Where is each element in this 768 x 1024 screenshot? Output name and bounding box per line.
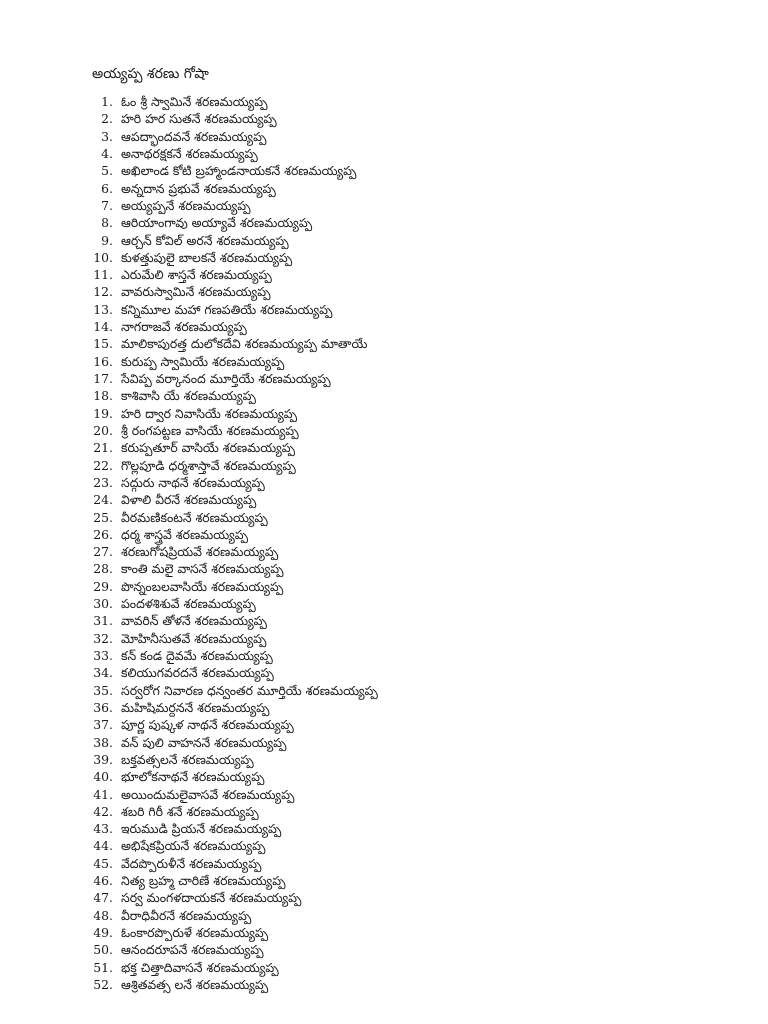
list-item-number: 44.: [93, 838, 113, 854]
list-item: [0, 457, 768, 474]
list-item-text: అభిషేకప్రియనే శరణమయ్యప్ప: [121, 838, 266, 854]
list-item: [0, 820, 768, 837]
list-item-text: కాంతి మలై వాసనే శరణమయ్యప్ప: [121, 561, 284, 577]
list-item-number: 26.: [93, 526, 113, 542]
list-item-text: వీరాధివీరనే శరణమయ్యప్ప: [121, 907, 252, 923]
list-item-text: కలియుగవరదనే శరణమయ్యప్ప: [121, 665, 274, 681]
list-item-number: 22.: [93, 457, 113, 473]
list-item-text: అఖిలాండ కోటి బ్రహ్మాండనాయకనే శరణమయ్యప్ప: [121, 163, 357, 179]
list-item: [0, 162, 768, 179]
list-item-text: కుళత్తుపులై బాలకనే శరణమయ్యప్ప: [121, 249, 293, 265]
list-item-number: 45.: [93, 855, 113, 871]
list-item-number: 27.: [93, 544, 113, 560]
list-item-text: మాలికాపురత్త దులోకదేవి శరణమయ్యప్ప మాతాయే: [121, 336, 368, 352]
list-item-text: కన్నిమూల మహా గణపతియే శరణమయ్యప్ప: [121, 301, 333, 317]
list-item-number: 9.: [101, 232, 113, 248]
list-item-number: 16.: [93, 353, 113, 369]
list-item: [0, 110, 768, 127]
list-item-number: 2.: [101, 111, 113, 127]
list-item-text: సేవిప్ప వర్కానంద మూర్తియే శరణమయ్యప్ప: [121, 371, 331, 386]
list-item-text: ఆర్చన్ కోవిల్ అరనే శరణమయ్యప్ప: [121, 232, 289, 248]
list-item: [0, 560, 768, 577]
list-item-text: శ్రీ రంగపట్టణ వాసియే శరణమయ్యప్ప: [121, 422, 299, 438]
list-item: [0, 803, 768, 820]
list-item-number: 21.: [93, 440, 113, 456]
list-item: [0, 232, 768, 249]
list-item-number: 19.: [93, 405, 113, 421]
list-item-text: సద్గురు నాథనే శరణమయ్యప్ప: [121, 474, 265, 490]
list-item-number: 48.: [93, 907, 113, 923]
list-item-text: ధర్మ శాస్త్రవే శరణమయ్యప్ప: [121, 526, 249, 542]
list-item: [0, 128, 768, 145]
list-item: [0, 301, 768, 318]
list-item-text: అనాథరక్షకనే శరణమయ్యప్ప: [121, 145, 258, 161]
list-item-number: 52.: [93, 976, 113, 992]
list-item-text: గొల్లపూడి ధర్మశాస్తావే శరణమయ్యప్ప: [121, 457, 296, 473]
list-item-text: ఓం శ్రీ స్వామినే శరణమయ్యప్ప: [121, 94, 268, 109]
list-item-number: 37.: [93, 717, 113, 733]
list-item: [0, 335, 768, 352]
list-item-number: 28.: [93, 561, 113, 577]
list-item: [0, 959, 768, 976]
list-item-number: 17.: [93, 371, 113, 386]
list-item: [0, 837, 768, 854]
list-item-number: 32.: [93, 630, 113, 646]
list-item-text: ఆపద్భాందవనే శరణమయ్యప్ప: [121, 128, 267, 144]
list-item: [0, 751, 768, 768]
list-item: [0, 578, 768, 595]
list-item-text: ఆశ్రితవత్స లనే శరణమయ్యప్ప: [121, 976, 269, 992]
list-item: [0, 145, 768, 162]
list-item-number: 29.: [93, 578, 113, 594]
list-item: [0, 768, 768, 785]
list-item: [0, 387, 768, 404]
list-item: [0, 647, 768, 664]
list-item-number: 42.: [93, 803, 113, 819]
list-item-text: పూర్ణ పుష్కళ నాథనే శరణమయ్యప్ప: [121, 717, 294, 733]
list-item-text: శబరి గిరీ శనే శరణమయ్యప్ప: [121, 803, 259, 819]
list-item: [0, 872, 768, 889]
list-item-number: 25.: [93, 509, 113, 525]
list-item-number: 35.: [93, 682, 113, 698]
list-item: [0, 509, 768, 526]
list-item: [0, 422, 768, 439]
list-item: [0, 664, 768, 681]
list-item-number: 14.: [93, 319, 113, 335]
list-item-number: 12.: [93, 284, 113, 300]
list-item: [0, 266, 768, 283]
list-item-text: సర్వరోగ నివారణ ధన్వంతర మూర్తియే శరణమయ్యప్ప: [121, 682, 378, 698]
list-item-number: 38.: [93, 734, 113, 750]
list-item-number: 49.: [93, 925, 113, 940]
list-item-number: 1.: [101, 94, 113, 109]
list-item-text: వావరుస్వామినే శరణమయ్యప్ప: [121, 284, 271, 300]
list-item-number: 40.: [93, 769, 113, 785]
list-item-number: 51.: [93, 959, 113, 975]
list-item-number: 13.: [93, 301, 113, 317]
list-item-number: 23.: [93, 474, 113, 490]
list-item-text: పొన్నంబలవాసియే శరణమయ్యప్ప: [121, 578, 284, 594]
list-item-number: 20.: [93, 422, 113, 438]
list-item-number: 34.: [93, 665, 113, 681]
list-item-number: 50.: [93, 942, 113, 958]
list-item: [0, 682, 768, 699]
list-item-text: ఇరుముడి ప్రియనే శరణమయ్యప్ప: [121, 821, 282, 837]
list-item: [0, 699, 768, 716]
list-item: [0, 941, 768, 958]
list-item-text: కరుప్పతూర్ వాసియే శరణమయ్యప్ప: [121, 440, 296, 456]
list-item-number: 46.: [93, 873, 113, 889]
list-item-text: అయిందుమలైవాసవే శరణమయ్యప్ప: [121, 786, 295, 802]
list-item: [0, 526, 768, 543]
list-item-number: 5.: [101, 163, 113, 179]
list-item: [0, 439, 768, 456]
list-item-text: వీరమణికంటనే శరణమయ్యప్ప: [121, 509, 268, 525]
list-item-number: 39.: [93, 751, 113, 767]
list-item-text: పందళశిశువే శరణమయ్యప్ప: [121, 596, 256, 612]
list-item-number: 31.: [93, 613, 113, 629]
list-item-number: 41.: [93, 786, 113, 802]
list-item-text: ఆనందరూపనే శరణమయ్యప్ప: [121, 942, 264, 958]
list-item-text: ఆరియాంగావు అయ్యావే శరణమయ్యప్ప: [121, 215, 313, 231]
list-item: [0, 976, 768, 993]
list-item: [0, 249, 768, 266]
list-item-number: 6.: [101, 180, 113, 196]
list-item-text: అన్నదాన ప్రభువే శరణమయ్యప్ప: [121, 180, 276, 196]
list-item-number: 47.: [93, 890, 113, 906]
list-item: [0, 924, 768, 941]
list-item: [0, 353, 768, 370]
list-item: [0, 318, 768, 335]
list-item-text: కురుప్ప స్వామియే శరణమయ్యప్ప: [121, 353, 285, 369]
list-item-text: మోహినీసుతవే శరణమయ్యప్ప: [121, 630, 267, 646]
list-item-number: 36.: [93, 699, 113, 715]
list-item-text: భక్త చిత్తాదివాసనే శరణమయ్యప్ప: [121, 959, 279, 975]
list-item-text: ఓంకారప్పొరుళే శరణమయ్యప్ప: [121, 925, 269, 940]
list-item-number: 7.: [101, 197, 113, 213]
list-item-text: విళాలి వీరనే శరణమయ్యప్ప: [121, 492, 257, 508]
list-item-text: మహిషిమర్దననే శరణమయ్యప్ప: [121, 699, 270, 715]
list-item: [0, 734, 768, 751]
list-item: [0, 197, 768, 214]
list-item-number: 24.: [93, 492, 113, 508]
list-item-text: కన్ కండ దైవమే శరణమయ్యప్ప: [121, 648, 273, 663]
list-item: [0, 716, 768, 733]
list-item: [0, 595, 768, 612]
list-item-text: భూలోకనాథనే శరణమయ్యప్ప: [121, 769, 265, 785]
list-item-number: 3.: [101, 128, 113, 144]
list-item-text: వావరిన్ తోళనే శరణమయ్యప్ప: [121, 613, 267, 629]
list-item: [0, 474, 768, 491]
list-item: [0, 889, 768, 906]
list-item-text: ఎరుమేలి శాస్తనే శరణమయ్యప్ప: [121, 267, 272, 283]
list-item-text: శరణుగోషప్రియవే శరణమయ్యప్ప: [121, 544, 279, 560]
list-item: [0, 612, 768, 629]
list-item: [0, 405, 768, 422]
list-item: [0, 855, 768, 872]
list-item-number: 4.: [101, 145, 113, 161]
list-item-text: వన్ పులి వాహననే శరణమయ్యప్ప: [121, 734, 287, 750]
list-item: [0, 93, 768, 110]
list-item-number: 8.: [101, 215, 113, 231]
list-item-text: సర్వ మంగళదాయకనే శరణమయ్యప్ప: [121, 890, 302, 906]
list-item-text: అయ్యప్పనే శరణమయ్యప్ప: [121, 197, 251, 213]
chant-list: [0, 93, 768, 993]
list-item-number: 18.: [93, 388, 113, 404]
list-item-text: కాశివాసి యే శరణమయ్యప్ప: [121, 388, 256, 404]
list-item-number: 43.: [93, 821, 113, 837]
list-item-text: బక్తవత్సలనే శరణమయ్యప్ప: [121, 751, 254, 767]
list-item: [0, 907, 768, 924]
list-item-text: నాగరాజవే శరణమయ్యప్ప: [121, 319, 247, 335]
list-item-text: హరి ద్వార నివాసియే శరణమయ్యప్ప: [121, 405, 298, 421]
list-item-number: 30.: [93, 596, 113, 612]
list-item: [0, 786, 768, 803]
list-item-number: 33.: [93, 648, 113, 663]
list-item: [0, 630, 768, 647]
list-item: [0, 543, 768, 560]
list-item: [0, 180, 768, 197]
list-item-text: హరి హర సుతనే శరణమయ్యప్ప: [121, 111, 277, 127]
list-item-number: 10.: [93, 249, 113, 265]
list-item: [0, 283, 768, 300]
list-item-text: వేదప్పొరుళీనే శరణమయ్యప్ప: [121, 855, 262, 871]
list-item: [0, 491, 768, 508]
list-item-number: 11.: [93, 267, 113, 283]
list-item: [0, 214, 768, 231]
list-item: [0, 370, 768, 387]
list-item-number: 15.: [93, 336, 113, 352]
document-title: అయ్యప్ప శరణు గోషా: [92, 66, 209, 82]
list-item-text: నిత్య బ్రహ్మ చారిణే శరణమయ్యప్ప: [121, 873, 286, 889]
